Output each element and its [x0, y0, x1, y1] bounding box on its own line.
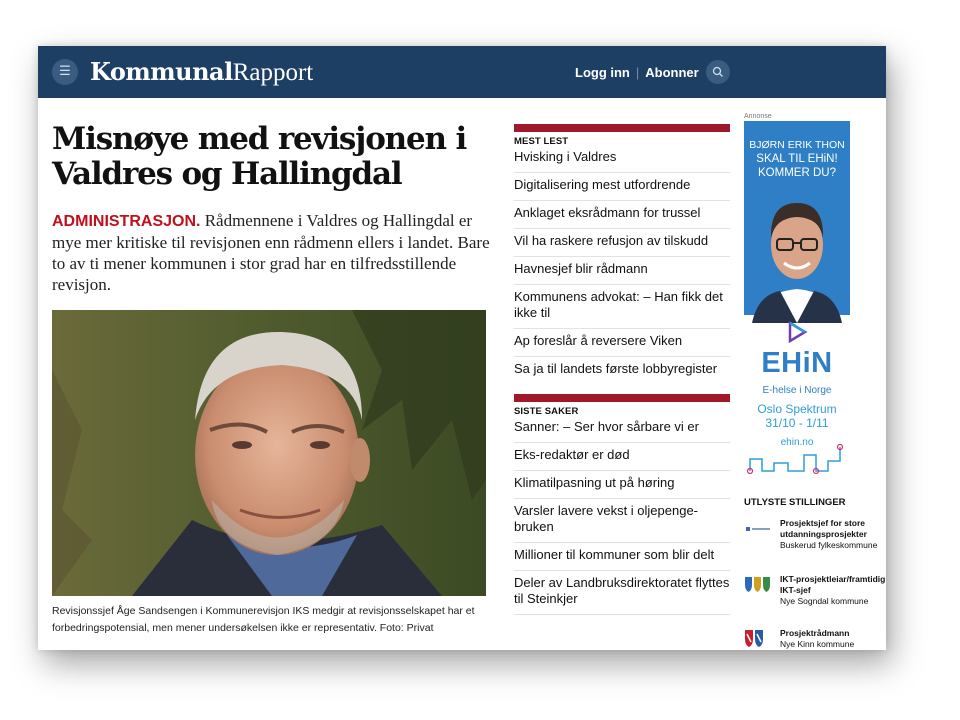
job-title: Prosjektrådmann: [780, 628, 850, 638]
list-item[interactable]: Havnesjef blir rådmann: [514, 257, 730, 285]
ad-top-panel: [744, 121, 850, 315]
list-item[interactable]: Klimatilpasning ut på høring: [514, 471, 730, 499]
list-item[interactable]: Millioner til kommuner som blir delt: [514, 543, 730, 571]
sidebar-lists: [514, 124, 730, 615]
ad-venue: [744, 402, 850, 430]
job-employer: Nye Sogndal kommune: [780, 596, 869, 606]
article-kicker[interactable]: ADMINISTRASJON.: [52, 213, 201, 230]
list-item[interactable]: Hvisking i Valdres: [514, 147, 730, 173]
job-text: [780, 574, 886, 607]
article-lead-text: Rådmennene i Valdres og Hallingdal er mye mer kritiske til revisjonen enn rådmenn ellers i landet. Bare to av ti mener kommunen i stor grad har en tilfredsstillende revisjon.: [52, 211, 490, 294]
list-item[interactable]: Varsler lavere vekst i oljepenge-bruken: [514, 499, 730, 543]
employer-logo: [744, 520, 772, 538]
ad-line-3: KOMMER DU?: [758, 167, 836, 179]
article-headline: Misnøye med revisjonen i Valdres og Hallingdal: [52, 121, 467, 192]
site-logo[interactable]: [90, 57, 313, 87]
nav-separator: |: [635, 65, 640, 80]
login-link[interactable]: Logg inn: [575, 65, 630, 80]
employer-logo: [744, 576, 772, 594]
employer-logo: [744, 630, 772, 648]
page-frame: [38, 46, 886, 650]
ad-venue-name: Oslo Spektrum: [757, 402, 837, 416]
list-item[interactable]: Sa ja til landets første lobbyregister: [514, 361, 718, 376]
job-title: IKT-prosjektleiar/framtidig IKT-sjef: [780, 574, 886, 595]
ad-headline: [744, 138, 850, 180]
logo-bold-text: Kommunal: [90, 57, 233, 86]
header-nav: [575, 65, 699, 80]
ad-line-1: BJØRN ERIK THON: [749, 139, 845, 151]
ad-circuit-graphic: [744, 441, 850, 477]
ad-dates: 31/10 - 1/11: [765, 416, 829, 430]
ad-brand: EHiN: [761, 347, 833, 379]
job-employer: Nye Kinn kommune: [780, 639, 855, 649]
job-text: [780, 628, 886, 650]
list-item[interactable]: Digitalisering mest utfordrende: [514, 173, 730, 201]
ad-portrait: [744, 183, 850, 323]
jobs-title: UTLYSTE STILLINGER: [744, 497, 846, 508]
list-item[interactable]: Sanner: – Ser hvor sårbare vi er: [514, 417, 730, 443]
list-item[interactable]: Vil ha raskere refusjon av tilskudd: [514, 229, 730, 257]
photo-caption: Revisjonssjef Åge Sandsengen i Kommunerevisjon IKS medgir at revisjonsselskapet har et forbedringspotensial, men mener undersøkelsen ikke er representativ. Foto: Privat: [52, 605, 475, 634]
list-item[interactable]: Eks-redaktør er død: [514, 443, 730, 471]
latest-title: SISTE SAKER: [514, 406, 579, 417]
section-divider: [514, 124, 730, 132]
subscribe-link[interactable]: Abonner: [645, 65, 699, 80]
most-read-list: [514, 147, 730, 384]
list-item[interactable]: Anklaget eksrådmann for trussel: [514, 201, 730, 229]
list-item[interactable]: Ap foreslår å reversere Viken: [514, 329, 730, 357]
menu-icon[interactable]: ☰: [52, 59, 78, 85]
list-item[interactable]: Kommunens advokat: – Han fikk det ikke til: [514, 285, 730, 329]
job-text: [780, 518, 886, 551]
ad-url: ehin.no: [780, 437, 814, 448]
job-employer: Buskerud fylkeskommune: [780, 540, 878, 550]
article-photo: [52, 310, 486, 596]
search-icon[interactable]: [706, 60, 730, 84]
ad-subtitle: E-helse i Norge: [762, 385, 832, 396]
ad-label: Annonse: [744, 113, 772, 120]
article-lead: [52, 210, 492, 295]
ad-line-2: SKAL TIL EHiN!: [756, 153, 838, 165]
ad-banner[interactable]: [744, 121, 850, 477]
latest-list: [514, 417, 730, 615]
logo-thin-text: Rapport: [232, 59, 314, 86]
section-divider: [514, 394, 730, 402]
play-icon: [785, 321, 809, 343]
list-item[interactable]: Deler av Landbruksdirektoratet flyttes til Steinkjer: [514, 571, 730, 615]
site-header: [38, 46, 886, 98]
most-read-title: MEST LEST: [514, 136, 569, 147]
job-title: Prosjektsjef for store utdanningsprosjekter: [780, 518, 867, 539]
